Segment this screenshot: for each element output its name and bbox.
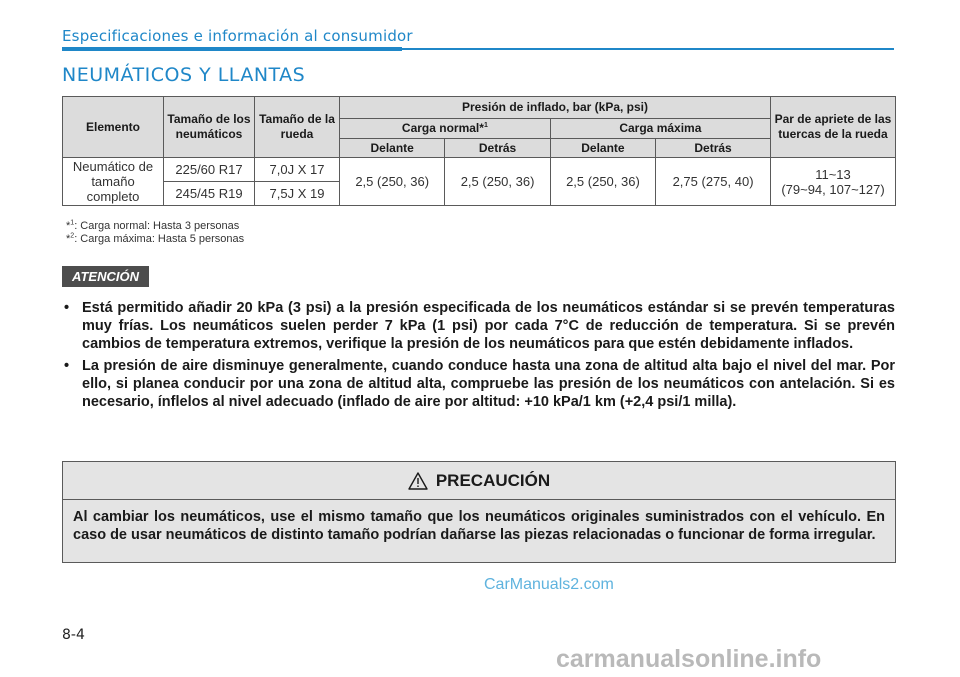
- th-carga-maxima: Carga máxima: [550, 119, 770, 139]
- wheel-size-cell: 7,5J X 19: [255, 182, 340, 206]
- list-item: • La presión de aire disminuye generalmente, cuando conduce hasta una zona de altitud alta bajo el nivel del mar. Por ello, si planea conducir por una zona de altitud alta, compruebe las presión de los neumáticos con antelación. Si es necesario, ínflelos al nivel adecuado (inflado de aire por altitud: +10 kPa/1 km (+2,4 psi/1 milla).: [64, 358, 895, 410]
- pressure-normal-rear: 2,5 (250, 36): [445, 158, 550, 206]
- attention-list: [62, 299, 895, 415]
- watermark-link[interactable]: CarManuals2.com: [484, 576, 614, 593]
- pressure-max-front: 2,5 (250, 36): [550, 158, 655, 206]
- th-elemento: Elemento: [63, 97, 164, 158]
- section-header: Especificaciones e información al consumidor: [62, 27, 413, 45]
- tire-size-cell: 245/45 R19: [164, 182, 255, 206]
- list-item: • Está permitido añadir 20 kPa (3 psi) a la presión especificada de los neumáticos estándar si se prevén temperaturas muy frías. Los neumáticos suelen perder 7 kPa (1 psi) por cada 7°C de reducción de temperatura. Si se prevén cambios de temperatura extremos, verifique la presión de los neumáticos para que estén debidamente inflados.: [64, 300, 895, 352]
- bullet-icon: •: [64, 358, 70, 374]
- th-tamano-neumaticos: Tamaño de los neumáticos: [164, 97, 255, 158]
- note-item: *$^2$: Carga máxima: Hasta 5 personas: [66, 232, 245, 245]
- bullet-icon: •: [64, 300, 70, 316]
- precaution-text: Al cambiar los neumáticos, use el mismo tamaño que los neumáticos originales suministrados con el vehículo. En caso de usar neumáticos de distinto tamaño podrían dañarse las piezas relacionadas o funcionar de forma irregular.: [73, 509, 885, 543]
- pressure-normal-front: 2,5 (250, 36): [340, 158, 445, 206]
- precaution-header: [63, 462, 895, 500]
- th-detras-maxima: Detrás: [656, 139, 771, 158]
- table-notes: [66, 220, 244, 246]
- page-number: 8-4: [62, 627, 85, 643]
- atencion-label: ATENCIÓN: [62, 266, 149, 287]
- torque-cell: 11~13 (79~94, 107~127): [771, 158, 896, 206]
- header-rule-dark: [62, 47, 402, 51]
- row-label: Neumático de tamaño completo: [63, 158, 164, 206]
- th-par-apriete: Par de apriete de las tuercas de la rueda: [771, 97, 896, 158]
- precaution-box: [62, 461, 896, 563]
- warning-triangle-icon: [408, 472, 428, 490]
- page-title: NEUMÁTICOS Y LLANTAS: [62, 64, 306, 86]
- note-item: *$^1$: Carga normal: Hasta 3 personas: [66, 219, 240, 232]
- th-delante-maxima: Delante: [550, 139, 655, 158]
- wheel-size-cell: 7,0J X 17: [255, 158, 340, 182]
- footer-watermark: carmanualsonline.info: [556, 645, 822, 673]
- th-presion: Presión de inflado, bar (kPa, psi): [340, 97, 771, 119]
- th-detras-normal: Detrás: [445, 139, 550, 158]
- th-delante-normal: Delante: [340, 139, 445, 158]
- th-tamano-rueda: Tamaño de la rueda: [255, 97, 340, 158]
- tire-size-cell: 225/60 R17: [164, 158, 255, 182]
- header-rule-light: [402, 48, 894, 50]
- tire-spec-table: [62, 96, 896, 206]
- pressure-max-rear: 2,75 (275, 40): [656, 158, 771, 206]
- precaution-title: PRECAUCIÓN: [435, 470, 551, 490]
- th-carga-normal: Carga normal*$^1$: [340, 119, 551, 139]
